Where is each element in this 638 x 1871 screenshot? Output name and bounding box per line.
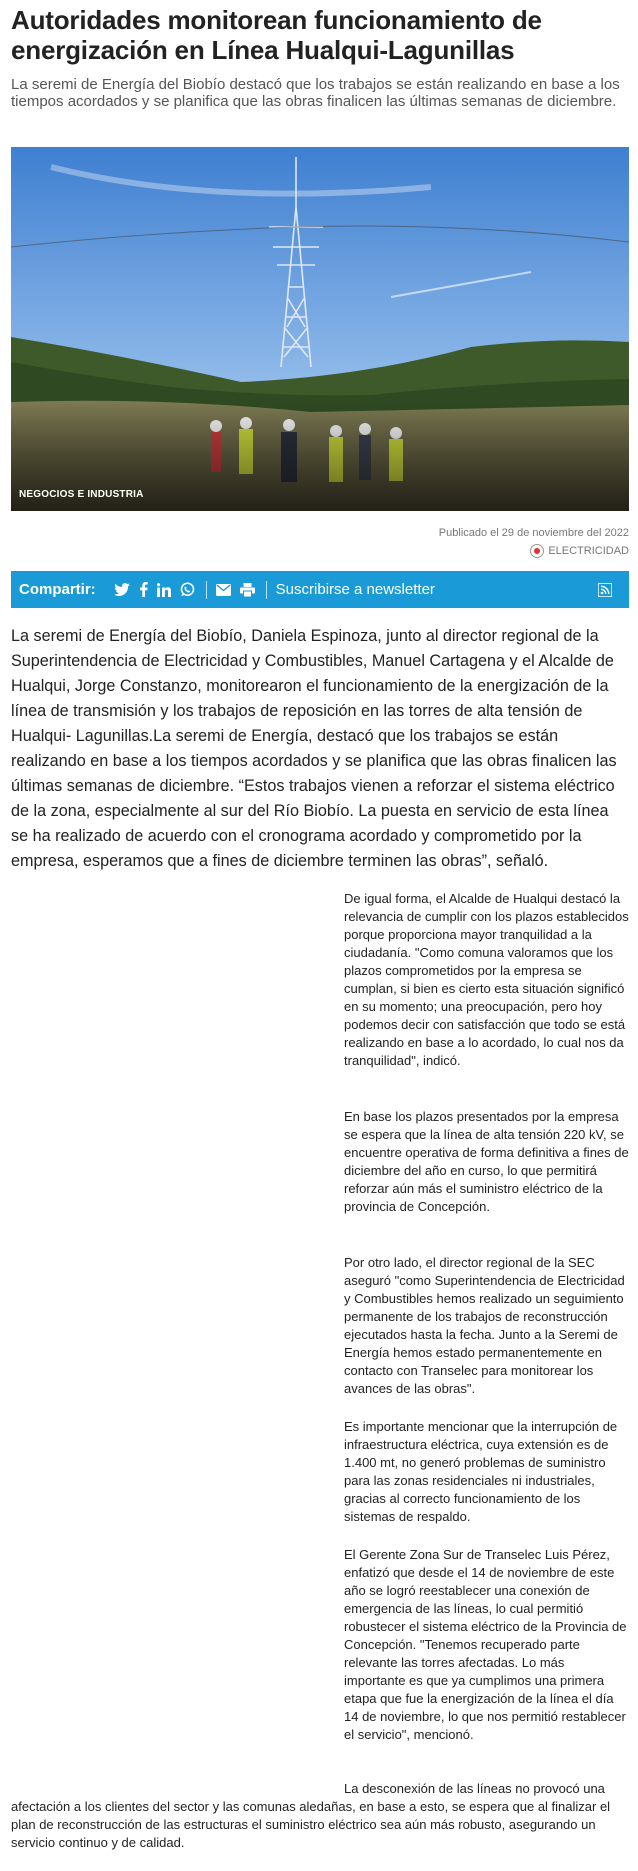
print-icon[interactable] (240, 583, 255, 597)
paragraph: El Gerente Zona Sur de Transelec Luis Pérez, enfatizó que desde el 14 de noviembre de este año se logró reestablecer una conexión de emergencia de las líneas, lo cual permitió robustecer el sistema eléctrico de la Provincia de Concepción. "Tenemos recuperado parte relevante las torres afectadas. Lo más importante es que ya cumplimos una primera etapa que fue la energización de la línea el día 14 de noviembre, lo que nos permitió restablecer el servicio", mencionó. (344, 1547, 627, 1742)
published-date: Publicado el 29 de noviembre del 2022 (438, 527, 629, 539)
email-icon[interactable] (216, 584, 231, 596)
facebook-icon[interactable] (139, 582, 148, 597)
paragraph-end: afectación a los clientes del sector y las comunas aledañas, en base a esto, se espera que al finalizar el plan de reconstrucción de las estructuras el suministro eléctrico sea aún más robusto, asegurando un servicio continuo y de calidad. (11, 1799, 611, 1850)
share-separator-2 (266, 581, 267, 599)
article-lead: La seremi de Energía del Biobío destacó que los trabajos se están realizando en base a los tiempos acordados y se planifica que las obras finalicen las últimas semanas de diciembre. (11, 76, 620, 110)
category-tag[interactable] (530, 544, 629, 558)
paragraph: Es importante mencionar que la interrupción de infraestructura eléctrica, cuya extensión es de 1.400 mt, no generó problemas de suministro para las zonas residenciales ni industriales, gracias al correcto funcionamiento de los sistemas de respaldo. (344, 1419, 618, 1524)
paragraph-start: La desconexión de las líneas no provocó una (344, 1781, 605, 1796)
twitter-icon[interactable] (114, 583, 130, 597)
share-separator (206, 581, 207, 599)
hero-image (11, 147, 629, 511)
rss-icon[interactable] (598, 583, 612, 597)
paragraph: En base los plazos presentados por la empresa se espera que la línea de alta tensión 220 kV, se encuentre operativa de forma definitiva a fines de diciembre del año en curso, lo que permitirá reforzar aún más el suministro eléctrico de la provincia de Concepción. (344, 1109, 629, 1214)
paragraph: De igual forma, el Alcalde de Hualqui destacó la relevancia de cumplir con los plazos establecidos porque proporciona mayor tranquilidad a la ciudadanía. "Como comuna valoramos que los plazos comprometidos por la empresa se cumplan, si bien es cierto esta situación significó en su momento; una preocupación, pero hoy podemos decir con satisfacción que todo se está realizando en base a lo acordado, lo cual nos da tranquilidad", indicó. (344, 891, 629, 1068)
article-title: Autoridades monitorean funcionamiento de energización en Línea Hualqui-Lagunillas (11, 5, 542, 65)
tag-dot-icon (530, 544, 544, 558)
whatsapp-icon[interactable] (180, 582, 195, 597)
share-label: Compartir: (19, 581, 96, 598)
linkedin-icon[interactable] (157, 583, 171, 597)
newsletter-link[interactable]: Suscribirse a newsletter (275, 581, 435, 598)
article-intro: La seremi de Energía del Biobío, Daniela Espinoza, junto al director regional de la Superintendencia de Electricidad y Combustibles, Manuel Cartagena y el Alcalde de Hualqui, Jorge Constanzo, monitorearon el funcionamiento de la energización de la línea de transmisión y los trabajos de reposición en las torres de alta tensión de Hualqui- Lagunillas.La seremi de Energía, destacó que los trabajos se están realizando en base a los tiempos acordados y se planifica que las obras finalicen las últimas semanas de diciembre. “Estos trabajos vienen a reforzar el sistema eléctrico de la zona, especialmente al sur del Río Biobío. La puesta en servicio de esta línea se ha realizado de acuerdo con el cronograma acordado y comprometido por la empresa, esperamos que a fines de diciembre terminen las obras”, señaló. (11, 627, 617, 870)
image-category-label[interactable]: NEGOCIOS E INDUSTRIA (19, 489, 144, 500)
category-tag-label: ELECTRICIDAD (548, 545, 629, 557)
paragraph: Por otro lado, el director regional de la SEC aseguró "como Superintendencia de Electricidad y Combustibles hemos realizado un seguimiento permanente de los trabajos de reconstrucción ejecutados hasta la fecha. Junto a la Seremi de Energía hemos estado permanentemente en contacto con Transelec para monitorear los avances de las obras". (344, 1255, 625, 1396)
share-bar (11, 571, 629, 608)
hero-photo (11, 147, 629, 511)
